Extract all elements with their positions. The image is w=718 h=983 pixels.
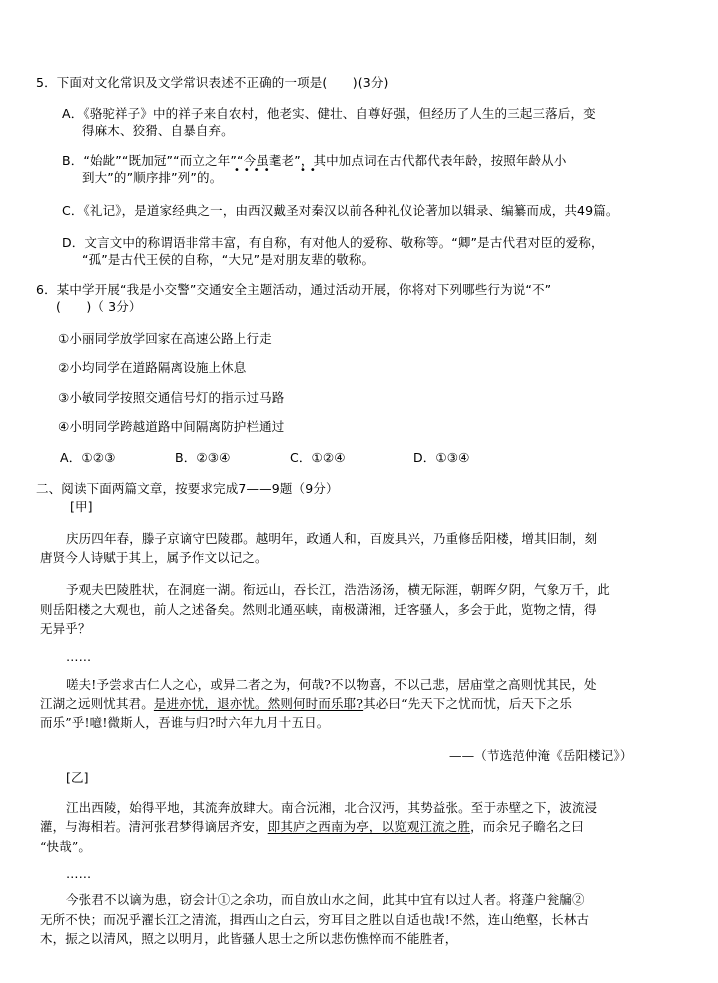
q6-stem-line2: ( )（ 3分） — [56, 299, 142, 314]
passage-jia-source: ——（节选范仲淹《岳阳楼记》） — [449, 748, 633, 763]
q6-option-c: C．①②④ — [290, 450, 346, 465]
passage-jia-p2-line1: 予观夫巴陵胜状，在洞庭一湖。衔远山，吞长江，浩浩汤汤，横无际涯，朝晖夕阴，气象万千，此 — [66, 582, 610, 597]
q5-option-a-line2: 得麻木、狡猾、自暴自弃。 — [82, 123, 234, 138]
passage-text: ，而余兄子瞻名之曰 — [470, 819, 584, 834]
passage-yi-p4-line1: 江出西陵，始得平地，其流奔放肆大。南合沅湘，北合汉沔，其势益张。至于赤壁之下，波流浸 — [66, 800, 598, 815]
q5-option-c: C．《礼记》，是道家经典之一，由西汉戴圣对秦汉以前各种礼仪论著加以辑录、编纂而成，共49篇。 — [62, 203, 619, 218]
emphasis-dots: •••• — [234, 165, 274, 176]
q6-item-3: ③小敏同学按照交通信号灯的指示过马路 — [58, 390, 285, 405]
passage-yi-p4-line2 — [40, 819, 584, 835]
emphasis-dots: •• — [300, 165, 320, 176]
q6-item-1: ①小丽同学放学回家在高速公路上行走 — [58, 331, 272, 346]
passage-yi-p5-line3: 木，振之以清风，照之以明月，此皆骚人思士之所以悲伤憔悴而不能胜者， — [40, 931, 458, 946]
passage-jia-p1-line1: 庆历四年春，滕子京谪守巴陵郡。越明年，政通人和，百废具兴，乃重修岳阳楼，增其旧制，刻 — [66, 531, 598, 546]
q5-option-d-line2: “孤”是古代王侯的自称，“大兄”是对朋友辈的敬称。 — [82, 252, 375, 267]
q6-item-2: ②小均同学在道路隔离设施上休息 — [58, 360, 247, 375]
ellipsis: …… — [66, 866, 92, 881]
q5-option-a-line1: A．《骆驼祥子》中的祥子来自农村，他老实、健壮、自尊好强，但经历了人生的三起三落后，变 — [62, 106, 596, 121]
passage-yi-p4-line3: “快哉”。 — [40, 839, 92, 854]
underlined-sentence: 即其庐之西南为亭，以览观江流之胜 — [267, 819, 471, 834]
ellipsis: …… — [66, 649, 92, 664]
passage-jia-p2-line2: 则岳阳楼之大观也，前人之述备矣。然则北通巫峡，南极潇湘，迁客骚人，多会于此，览物之情，得 — [40, 602, 597, 617]
passage-text: 其必曰“先天下之忧而忧，后天下之乐 — [363, 696, 573, 711]
q5-option-b-line1: B．“始龀”“既加冠”“而立之年”“今虽耄老”，其中加点词在古代都代表年龄，按照年龄从小 — [62, 153, 567, 168]
passage-jia-p1-line2: 唐贤今人诗赋于其上，属予作文以记之。 — [40, 550, 268, 565]
passage-jia-p2-line3: 无异乎？ — [40, 621, 91, 636]
q6-item-4: ④小明同学跨越道路中间隔离防护栏通过 — [58, 419, 285, 434]
q6-option-d: D．①③④ — [413, 450, 470, 465]
section2-title: 二、阅读下面两篇文章，按要求完成7——9题（9分） — [36, 481, 339, 496]
passage-yi-label: [乙] — [66, 770, 89, 785]
q6-stem-line1: 6．某中学开展“我是小交警”交通安全主题活动，通过活动开展，你将对下列哪些行为说“不” — [36, 282, 552, 297]
q6-option-a: A．①②③ — [60, 450, 116, 465]
passage-jia-label: [甲] — [70, 499, 93, 514]
passage-text: 灌，与海相若。清河张君梦得谪居齐安， — [40, 819, 268, 834]
passage-yi-p5-line1: 今张君不以谪为患，窃会计①之余功，而自放山水之间，此其中宜有以过人者。将蓬户瓮牖② — [66, 892, 585, 907]
underlined-sentence: 是进亦忧，退亦忧。然则何时而乐耶? — [153, 696, 364, 711]
passage-jia-p3-line3: 而乐”乎!噫!微斯人，吾谁与归?时六年九月十五日。 — [40, 715, 330, 730]
q5-option-d-line1: D．文言文中的称谓语非常丰富，有自称，有对他人的爱称、敬称等。“卿”是古代君对臣的爱称， — [62, 235, 604, 250]
q5-option-b-line2: 到大”的”顺序排”列”的。 — [82, 170, 223, 185]
q6-option-b: B．②③④ — [175, 450, 231, 465]
passage-yi-p5-line2: 无所不快；而况乎濯长江之清流，揖西山之白云，穷耳目之胜以自适也哉!不然，连山绝壑，长林古 — [40, 912, 590, 927]
q5-stem: 5．下面对文化常识及文学常识表述不正确的一项是( )(3分) — [36, 75, 389, 90]
passage-jia-p3-line1: 嗟夫!予尝求古仁人之心，或异二者之为，何哉?不以物喜，不以己悲，居庙堂之高则忧其民，处 — [66, 677, 597, 692]
passage-jia-p3-line2 — [40, 696, 572, 712]
passage-text: 江湖之远则忧其君。 — [40, 696, 154, 711]
